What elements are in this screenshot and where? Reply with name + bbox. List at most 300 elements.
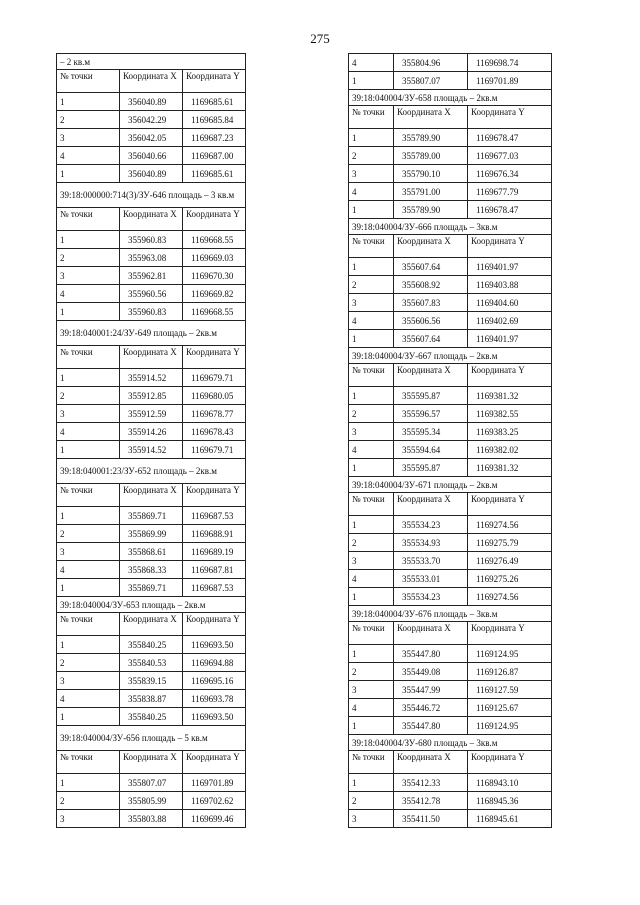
- point-number-cell: 1: [349, 330, 394, 348]
- table-row: [349, 534, 552, 552]
- table-row: [57, 423, 246, 441]
- coordinate-x-cell: 355595.87: [394, 387, 468, 405]
- coordinate-y-cell: 1169668.55: [183, 303, 246, 321]
- coordinate-x-cell: 355914.26: [120, 423, 183, 441]
- table-row: [349, 699, 552, 717]
- point-number-cell: 2: [349, 276, 394, 294]
- coordinate-y-cell: 1169689.19: [183, 543, 246, 561]
- table-row: [57, 792, 246, 810]
- coordinate-y-cell: 1169275.26: [468, 570, 552, 588]
- point-number-cell: 2: [349, 663, 394, 681]
- point-number-cell: 1: [57, 708, 120, 726]
- header-row: [57, 208, 246, 231]
- table-row: [57, 249, 246, 267]
- coordinate-x-cell: 356042.05: [120, 129, 183, 147]
- point-number-cell: 3: [349, 810, 394, 828]
- coordinate-x-cell: 355960.56: [120, 285, 183, 303]
- coordinate-x-cell: 355533.70: [394, 552, 468, 570]
- table-row: [57, 405, 246, 423]
- coordinate-y-cell: 1169404.60: [468, 294, 552, 312]
- coordinate-y-cell: 1169701.89: [183, 774, 246, 792]
- point-number-cell: 4: [57, 561, 120, 579]
- header-coordinate-y: Координата Y: [183, 751, 246, 774]
- coordinate-y-cell: 1169688.91: [183, 525, 246, 543]
- coordinate-y-cell: 1169678.47: [468, 129, 552, 147]
- point-number-cell: 1: [57, 579, 120, 597]
- coordinate-y-cell: 1169685.84: [183, 111, 246, 129]
- header-point-number: № точки: [57, 208, 120, 231]
- coordinate-y-cell: 1169701.89: [468, 72, 552, 90]
- section-title-row: [349, 606, 552, 622]
- coordinate-x-cell: 355805.99: [120, 792, 183, 810]
- section-title: 39:18:040001:24/ЗУ-649 площадь – 2кв.м: [57, 321, 246, 346]
- left-column: [56, 53, 246, 828]
- table-row: [349, 681, 552, 699]
- section-title: 39:18:040004/ЗУ-680 площадь – 3кв.м: [349, 735, 552, 751]
- point-number-cell: 1: [349, 645, 394, 663]
- table-row: [57, 165, 246, 183]
- coordinate-y-cell: 1169679.71: [183, 441, 246, 459]
- point-number-cell: 1: [349, 72, 394, 90]
- point-number-cell: 1: [349, 459, 394, 477]
- coordinate-y-cell: 1169698.74: [468, 54, 552, 72]
- table-row: [349, 663, 552, 681]
- header-coordinate-x: Координата X: [394, 364, 468, 387]
- section-title: – 2 кв.м: [57, 54, 246, 70]
- header-coordinate-y: Координата Y: [183, 484, 246, 507]
- coordinate-x-cell: 355596.57: [394, 405, 468, 423]
- coordinate-y-cell: 1169687.00: [183, 147, 246, 165]
- table-row: [349, 387, 552, 405]
- coordinate-x-cell: 355912.59: [120, 405, 183, 423]
- point-number-cell: 3: [57, 405, 120, 423]
- coordinate-y-cell: 1169402.69: [468, 312, 552, 330]
- coordinate-x-cell: 355789.00: [394, 147, 468, 165]
- point-number-cell: 3: [57, 267, 120, 285]
- point-number-cell: 3: [349, 423, 394, 441]
- header-row: [349, 751, 552, 774]
- table-row: [349, 588, 552, 606]
- header-coordinate-x: Координата X: [120, 751, 183, 774]
- table-row: [349, 258, 552, 276]
- table-row: [57, 636, 246, 654]
- coordinate-y-cell: 1169687.81: [183, 561, 246, 579]
- coordinate-x-cell: 355447.80: [394, 645, 468, 663]
- point-number-cell: 2: [349, 534, 394, 552]
- header-row: [57, 484, 246, 507]
- point-number-cell: 4: [349, 183, 394, 201]
- point-number-cell: 2: [349, 147, 394, 165]
- coordinate-x-cell: 355804.96: [394, 54, 468, 72]
- coordinate-y-cell: 1169685.61: [183, 165, 246, 183]
- header-coordinate-y: Координата Y: [468, 364, 552, 387]
- coordinate-x-cell: 355608.92: [394, 276, 468, 294]
- coordinate-y-cell: 1169275.79: [468, 534, 552, 552]
- point-number-cell: 1: [57, 93, 120, 111]
- header-coordinate-x: Координата X: [120, 613, 183, 636]
- coordinate-x-cell: 355914.52: [120, 369, 183, 387]
- table-row: [349, 423, 552, 441]
- coordinate-y-cell: 1169693.50: [183, 636, 246, 654]
- coordinate-y-cell: 1169403.88: [468, 276, 552, 294]
- point-number-cell: 4: [57, 147, 120, 165]
- header-point-number: № точки: [349, 106, 394, 129]
- table-row: [349, 72, 552, 90]
- coordinate-y-cell: 1169687.53: [183, 579, 246, 597]
- point-number-cell: 1: [349, 516, 394, 534]
- coordinate-y-cell: 1169678.47: [468, 201, 552, 219]
- coordinate-y-cell: 1169699.46: [183, 810, 246, 828]
- coordinate-x-cell: 356040.89: [120, 93, 183, 111]
- coordinate-x-cell: 355595.34: [394, 423, 468, 441]
- coordinate-x-cell: 355838.87: [120, 690, 183, 708]
- header-coordinate-y: Координата Y: [468, 622, 552, 645]
- header-coordinate-y: Координата Y: [468, 751, 552, 774]
- coordinate-y-cell: 1169677.03: [468, 147, 552, 165]
- header-row: [57, 70, 246, 93]
- coordinate-y-cell: 1169687.53: [183, 507, 246, 525]
- section-title-row: [349, 735, 552, 751]
- point-number-cell: 2: [57, 387, 120, 405]
- table-row: [349, 330, 552, 348]
- table-row: [57, 543, 246, 561]
- table-row: [349, 792, 552, 810]
- point-number-cell: 2: [57, 525, 120, 543]
- point-number-cell: 1: [57, 507, 120, 525]
- point-number-cell: 3: [349, 681, 394, 699]
- coordinate-x-cell: 355534.93: [394, 534, 468, 552]
- table-row: [349, 312, 552, 330]
- coordinate-y-cell: 1169694.88: [183, 654, 246, 672]
- point-number-cell: 4: [349, 570, 394, 588]
- coordinate-y-cell: 1168943.10: [468, 774, 552, 792]
- section-title: 39:18:040004/ЗУ-676 площадь – 3кв.м: [349, 606, 552, 622]
- table-row: [349, 774, 552, 792]
- section-title-row: [349, 219, 552, 235]
- coordinate-y-cell: 1169382.55: [468, 405, 552, 423]
- table-row: [57, 369, 246, 387]
- header-coordinate-x: Координата X: [120, 346, 183, 369]
- coordinate-x-cell: 355791.00: [394, 183, 468, 201]
- section-title-row: [349, 90, 552, 106]
- coordinate-y-cell: 1168945.36: [468, 792, 552, 810]
- coordinate-x-cell: 355839.15: [120, 672, 183, 690]
- point-number-cell: 2: [349, 405, 394, 423]
- coordinate-y-cell: 1169702.62: [183, 792, 246, 810]
- coordinate-y-cell: 1169126.87: [468, 663, 552, 681]
- section-title-row: [57, 459, 246, 484]
- header-point-number: № точки: [349, 235, 394, 258]
- coordinate-x-cell: 355960.83: [120, 303, 183, 321]
- table-row: [57, 708, 246, 726]
- coordinate-x-cell: 355607.64: [394, 258, 468, 276]
- section-title-row: [57, 597, 246, 613]
- coordinate-x-cell: 355607.83: [394, 294, 468, 312]
- table-row: [57, 672, 246, 690]
- header-row: [57, 751, 246, 774]
- table-row: [57, 285, 246, 303]
- point-number-cell: 4: [57, 690, 120, 708]
- header-row: [349, 622, 552, 645]
- point-number-cell: 1: [57, 165, 120, 183]
- coordinate-y-cell: 1169669.03: [183, 249, 246, 267]
- table-row: [349, 552, 552, 570]
- table-row: [349, 441, 552, 459]
- point-number-cell: 2: [57, 249, 120, 267]
- table-row: [57, 690, 246, 708]
- table-row: [349, 459, 552, 477]
- coordinate-x-cell: 355790.10: [394, 165, 468, 183]
- section-title: 39:18:040004/ЗУ-667 площадь – 2кв.м: [349, 348, 552, 364]
- section-title: 39:18:040004/ЗУ-658 площадь – 2кв.м: [349, 90, 552, 106]
- table-row: [349, 129, 552, 147]
- table-row: [57, 129, 246, 147]
- header-coordinate-x: Координата X: [120, 70, 183, 93]
- section-title: 39:18:040004/ЗУ-656 площадь – 5 кв.м: [57, 726, 246, 751]
- coordinates-table-right: [348, 53, 552, 828]
- coordinate-y-cell: 1168945.61: [468, 810, 552, 828]
- section-title: 39:18:040004/ЗУ-653 площадь – 2кв.м: [57, 597, 246, 613]
- header-point-number: № точки: [57, 346, 120, 369]
- header-point-number: № точки: [57, 484, 120, 507]
- point-number-cell: 3: [349, 294, 394, 312]
- point-number-cell: 4: [349, 441, 394, 459]
- table-row: [349, 165, 552, 183]
- point-number-cell: 4: [349, 54, 394, 72]
- section-title-row: [57, 54, 246, 70]
- table-row: [349, 717, 552, 735]
- coordinate-x-cell: 355807.07: [394, 72, 468, 90]
- point-number-cell: 1: [349, 387, 394, 405]
- coordinate-y-cell: 1169127.59: [468, 681, 552, 699]
- point-number-cell: 1: [57, 303, 120, 321]
- right-column: [348, 53, 538, 828]
- point-number-cell: 1: [57, 231, 120, 249]
- coordinate-y-cell: 1169124.95: [468, 645, 552, 663]
- coordinate-x-cell: 355914.52: [120, 441, 183, 459]
- header-point-number: № точки: [57, 751, 120, 774]
- coordinate-y-cell: 1169668.55: [183, 231, 246, 249]
- header-coordinate-y: Координата Y: [183, 208, 246, 231]
- coordinate-x-cell: 355606.56: [394, 312, 468, 330]
- coordinate-x-cell: 355803.88: [120, 810, 183, 828]
- coordinate-y-cell: 1169383.25: [468, 423, 552, 441]
- table-row: [57, 810, 246, 828]
- coordinate-x-cell: 355534.23: [394, 588, 468, 606]
- coordinate-x-cell: 355447.99: [394, 681, 468, 699]
- point-number-cell: 1: [349, 588, 394, 606]
- coordinate-x-cell: 355534.23: [394, 516, 468, 534]
- table-row: [349, 516, 552, 534]
- header-coordinate-y: Координата Y: [468, 106, 552, 129]
- point-number-cell: 3: [57, 543, 120, 561]
- coordinate-y-cell: 1169381.32: [468, 459, 552, 477]
- coordinate-x-cell: 355789.90: [394, 201, 468, 219]
- section-title: 39:18:040001:23/ЗУ-652 площадь – 2кв.м: [57, 459, 246, 484]
- coordinate-x-cell: 355960.83: [120, 231, 183, 249]
- coordinate-y-cell: 1169124.95: [468, 717, 552, 735]
- coordinate-x-cell: 355962.81: [120, 267, 183, 285]
- coordinate-x-cell: 355447.80: [394, 717, 468, 735]
- point-number-cell: 3: [57, 672, 120, 690]
- point-number-cell: 4: [349, 699, 394, 717]
- coordinate-y-cell: 1169274.56: [468, 516, 552, 534]
- point-number-cell: 2: [57, 111, 120, 129]
- coordinate-y-cell: 1169401.97: [468, 258, 552, 276]
- point-number-cell: 4: [57, 285, 120, 303]
- header-point-number: № точки: [349, 364, 394, 387]
- point-number-cell: 1: [349, 258, 394, 276]
- header-row: [349, 235, 552, 258]
- coordinate-y-cell: 1169680.05: [183, 387, 246, 405]
- coordinate-y-cell: 1169685.61: [183, 93, 246, 111]
- coordinate-x-cell: 355963.08: [120, 249, 183, 267]
- coordinate-x-cell: 355840.25: [120, 708, 183, 726]
- page-number: 275: [310, 31, 330, 46]
- table-row: [57, 525, 246, 543]
- table-row: [57, 441, 246, 459]
- coordinate-y-cell: 1169125.67: [468, 699, 552, 717]
- section-title-row: [349, 348, 552, 364]
- header-point-number: № точки: [57, 70, 120, 93]
- coordinate-y-cell: 1169678.77: [183, 405, 246, 423]
- table-row: [57, 387, 246, 405]
- coordinate-x-cell: 355411.50: [394, 810, 468, 828]
- table-row: [349, 294, 552, 312]
- point-number-cell: 2: [57, 792, 120, 810]
- table-row: [57, 507, 246, 525]
- coordinate-x-cell: 355412.33: [394, 774, 468, 792]
- header-coordinate-x: Координата X: [394, 622, 468, 645]
- coordinate-x-cell: 355868.33: [120, 561, 183, 579]
- coordinate-y-cell: 1169679.71: [183, 369, 246, 387]
- point-number-cell: 4: [349, 312, 394, 330]
- table-row: [349, 570, 552, 588]
- table-row: [349, 183, 552, 201]
- coordinate-x-cell: 355594.64: [394, 441, 468, 459]
- coordinate-y-cell: 1169693.50: [183, 708, 246, 726]
- coordinate-y-cell: 1169687.23: [183, 129, 246, 147]
- header-row: [349, 364, 552, 387]
- table-row: [349, 276, 552, 294]
- coordinate-x-cell: 355595.87: [394, 459, 468, 477]
- point-number-cell: 3: [57, 810, 120, 828]
- table-row: [349, 645, 552, 663]
- coordinate-y-cell: 1169382.02: [468, 441, 552, 459]
- coordinate-x-cell: 356042.29: [120, 111, 183, 129]
- section-title-row: [349, 477, 552, 493]
- point-number-cell: 1: [349, 129, 394, 147]
- table-row: [57, 147, 246, 165]
- coordinate-x-cell: 355869.71: [120, 579, 183, 597]
- coordinate-y-cell: 1169693.78: [183, 690, 246, 708]
- point-number-cell: 3: [349, 552, 394, 570]
- coordinate-y-cell: 1169678.43: [183, 423, 246, 441]
- coordinate-y-cell: 1169276.49: [468, 552, 552, 570]
- header-point-number: № точки: [349, 493, 394, 516]
- table-row: [57, 93, 246, 111]
- coordinate-y-cell: 1169695.16: [183, 672, 246, 690]
- header-point-number: № точки: [349, 751, 394, 774]
- coordinate-y-cell: 1169670.30: [183, 267, 246, 285]
- section-title-row: [57, 321, 246, 346]
- coordinate-y-cell: 1169401.97: [468, 330, 552, 348]
- coordinate-x-cell: 355869.71: [120, 507, 183, 525]
- coordinate-x-cell: 355607.64: [394, 330, 468, 348]
- table-row: [349, 810, 552, 828]
- point-number-cell: 1: [57, 636, 120, 654]
- coordinate-y-cell: 1169381.32: [468, 387, 552, 405]
- point-number-cell: 1: [349, 774, 394, 792]
- table-row: [57, 774, 246, 792]
- header-coordinate-y: Координата Y: [468, 493, 552, 516]
- section-title: 39:18:040004/ЗУ-666 площадь – 3кв.м: [349, 219, 552, 235]
- table-row: [57, 561, 246, 579]
- header-coordinate-y: Координата Y: [183, 70, 246, 93]
- header-coordinate-x: Координата X: [120, 208, 183, 231]
- table-row: [349, 147, 552, 165]
- header-point-number: № точки: [57, 613, 120, 636]
- header-coordinate-x: Координата X: [394, 235, 468, 258]
- coordinate-x-cell: 355789.90: [394, 129, 468, 147]
- section-title: 39:18:040004/ЗУ-671 площадь – 2кв.м: [349, 477, 552, 493]
- table-row: [57, 231, 246, 249]
- header-row: [349, 493, 552, 516]
- coordinate-x-cell: 355868.61: [120, 543, 183, 561]
- section-title-row: [57, 183, 246, 208]
- coordinate-y-cell: 1169677.79: [468, 183, 552, 201]
- section-title: 39:18:000000:714(3)/ЗУ-646 площадь – 3 кв.м: [57, 183, 246, 208]
- coordinate-y-cell: 1169274.56: [468, 588, 552, 606]
- table-row: [349, 405, 552, 423]
- coordinate-x-cell: 355807.07: [120, 774, 183, 792]
- coordinate-x-cell: 355840.53: [120, 654, 183, 672]
- header-coordinate-x: Координата X: [120, 484, 183, 507]
- table-row: [57, 111, 246, 129]
- header-point-number: № точки: [349, 622, 394, 645]
- coordinate-x-cell: 355912.85: [120, 387, 183, 405]
- coordinate-y-cell: 1169669.82: [183, 285, 246, 303]
- coordinate-x-cell: 356040.66: [120, 147, 183, 165]
- header-coordinate-y: Координата Y: [183, 346, 246, 369]
- table-row: [349, 201, 552, 219]
- table-row: [57, 579, 246, 597]
- coordinates-table-left: [56, 53, 246, 828]
- header-coordinate-x: Координата X: [394, 493, 468, 516]
- point-number-cell: 1: [349, 201, 394, 219]
- point-number-cell: 1: [57, 369, 120, 387]
- header-row: [57, 613, 246, 636]
- table-row: [57, 654, 246, 672]
- coordinate-x-cell: 355869.99: [120, 525, 183, 543]
- coordinate-x-cell: 355533.01: [394, 570, 468, 588]
- coordinate-y-cell: 1169676.34: [468, 165, 552, 183]
- point-number-cell: 2: [349, 792, 394, 810]
- coordinate-x-cell: 356040.89: [120, 165, 183, 183]
- section-title-row: [57, 726, 246, 751]
- coordinate-x-cell: 355449.08: [394, 663, 468, 681]
- point-number-cell: 3: [349, 165, 394, 183]
- header-row: [57, 346, 246, 369]
- header-coordinate-y: Координата Y: [468, 235, 552, 258]
- coordinate-x-cell: 355446.72: [394, 699, 468, 717]
- point-number-cell: 1: [57, 774, 120, 792]
- point-number-cell: 3: [57, 129, 120, 147]
- point-number-cell: 4: [57, 423, 120, 441]
- coordinate-x-cell: 355412.78: [394, 792, 468, 810]
- point-number-cell: 1: [349, 717, 394, 735]
- point-number-cell: 1: [57, 441, 120, 459]
